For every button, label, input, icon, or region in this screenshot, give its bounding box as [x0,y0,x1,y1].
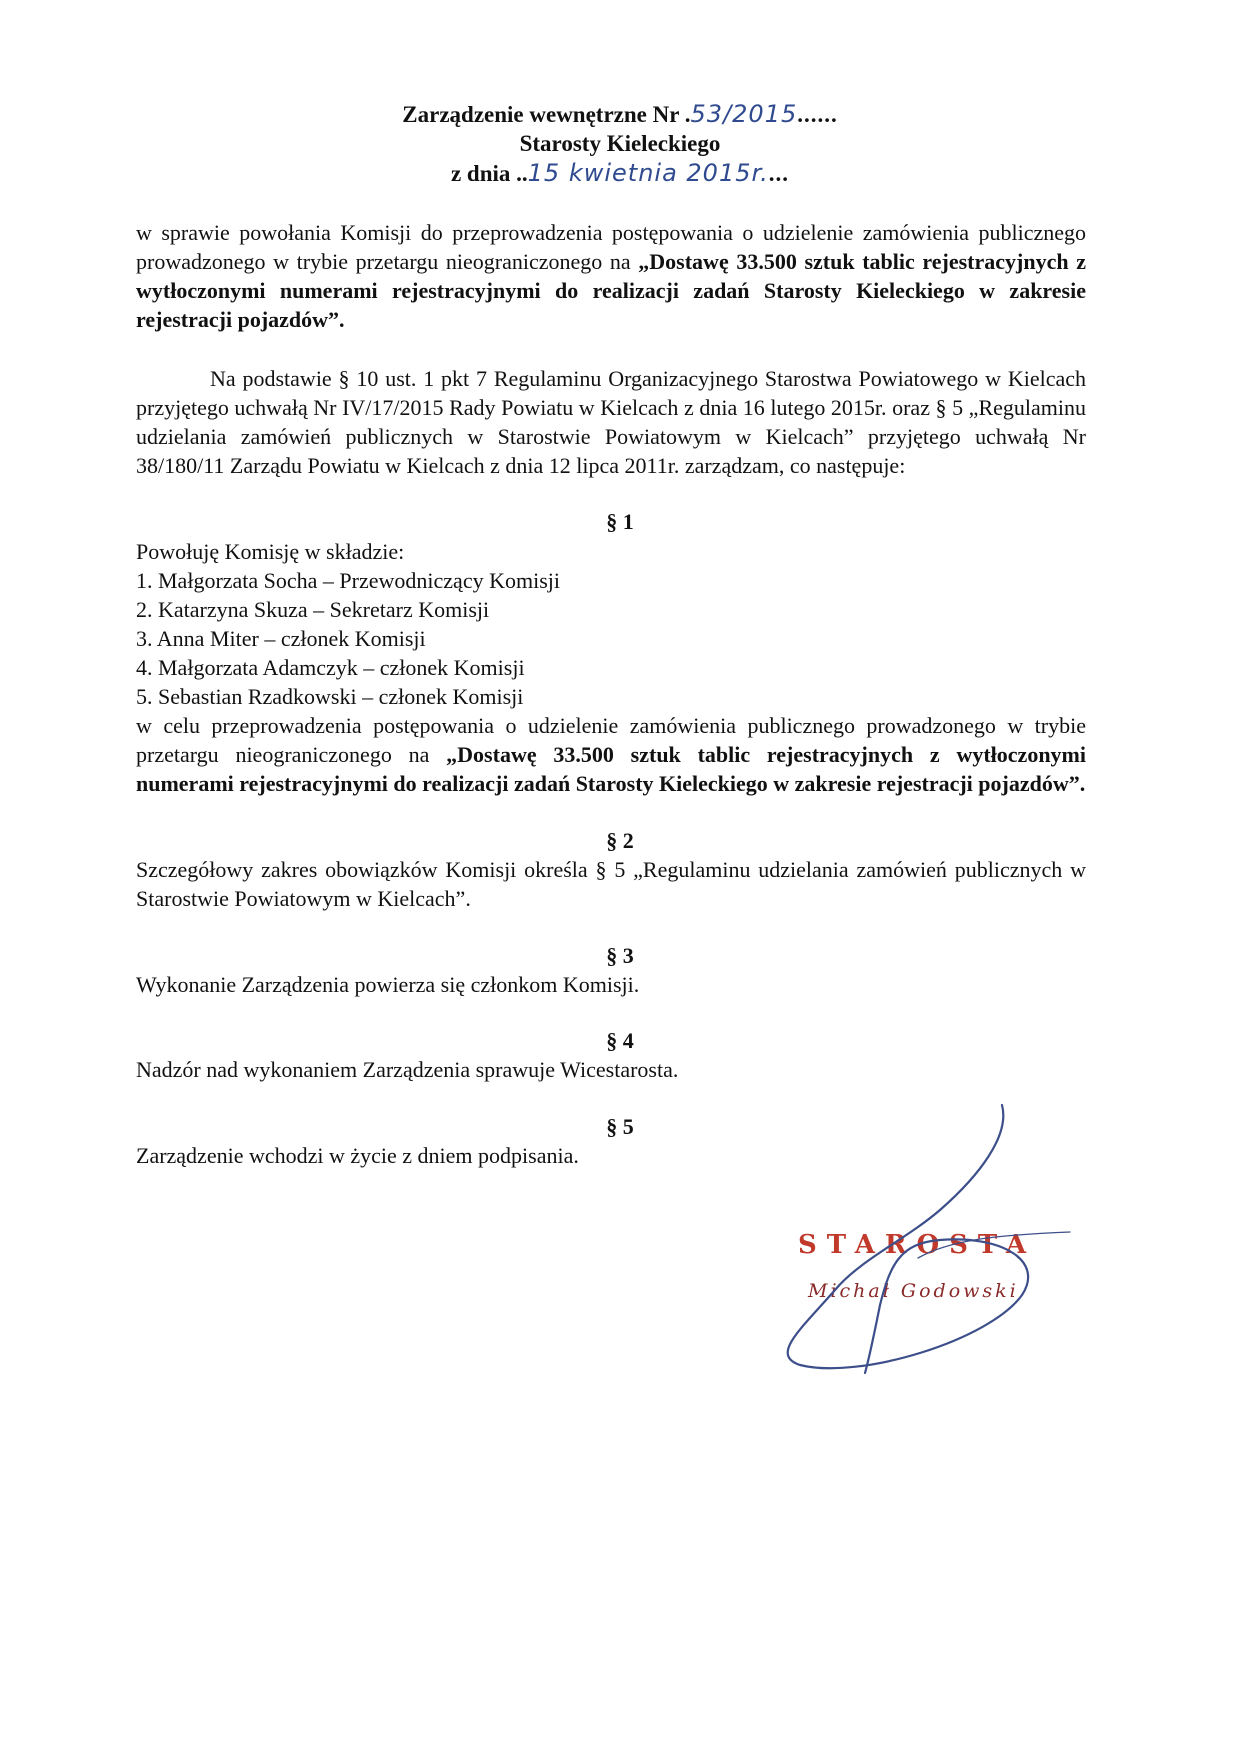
section-3-text: Wykonanie Zarządzenia powierza się członkom Komisji. [136,972,640,997]
section-1-heading: § 1 [606,509,634,534]
section-2-text: Szczegółowy zakres obowiązków Komisji określa § 5 „Regulaminu udzielania zamówień publicznych w Starostwie Powiatowym w Kielcach”. [136,857,1086,911]
section-3-heading: § 3 [606,943,634,968]
order-title [0,100,1240,129]
legal-basis-paragraph: Na podstawie § 10 ust. 1 pkt 7 Regulaminu Organizacyjnego Starostwa Powiatowego w Kielcach przyjętego uchwałą Nr IV/17/2015 Rady Powiatu w Kielcach z dnia 16 lutego 2015r. oraz § 5 „Regulaminu udzielania zamówień publicznych w Starostwie Powiatowym w Kielcach” przyjętego uchwałą Nr 38/180/11 Zarządu Powiatu w Kielcach z dnia 12 lipca 2011r. zarządzam, co następuje: [136,366,1086,478]
committee-member: 4. Małgorzata Adamczyk – członek Komisji [136,655,525,680]
order-number-handwritten: 53/2015 [690,100,798,128]
subject-bold-text: „Dostawę 33.500 sztuk tablic rejestracyjnych z wytłoczonymi numerami rejestracyjnymi do realizacji zadań Starosty Kieleckiego w zakresie rejestracji pojazdów”. [136,249,1086,332]
committee-purpose-text: w celu przeprowadzenia postępowania o udzielenie zamówienia publicznego prowadzonego w trybie przetargu nieograniczonego na [136,713,1086,767]
subject-text: w sprawie powołania Komisji do przeprowadzenia postępowania o udzielenie zamówienia publicznego prowadzonego w trybie przetargu nieograniczonego na [136,220,1086,274]
order-date-handwritten: 15 kwietnia 2015r. [527,159,769,187]
stamp-name: Michał Godowski [808,1280,1019,1302]
committee-member: 5. Sebastian Rzadkowski – członek Komisji [136,684,524,709]
section-4-text: Nadzór nad wykonaniem Zarządzenia sprawuje Wicestarosta. [136,1057,679,1082]
starosta-stamp-signature [740,1090,1080,1390]
committee-member: 3. Anna Miter – członek Komisji [136,626,426,651]
committee-purpose-bold-text: „Dostawę 33.500 sztuk tablic rejestracyjnych z wytłoczonymi numerami rejestracyjnymi do realizacji zadań Starosty Kieleckiego w zakresie rejestracji pojazdów”. [136,742,1086,796]
issuer-name: Starosty Kieleckiego [519,131,721,156]
stamp-title: STAROSTA [798,1230,1037,1260]
committee-member-list [136,566,1086,711]
committee-purpose-paragraph [136,711,1086,798]
order-number-dots: ...... [797,102,838,127]
section-4-heading: § 4 [606,1028,634,1053]
committee-member: 1. Małgorzata Socha – Przewodniczący Komisji [136,568,560,593]
order-date-dots: ... [768,161,790,186]
section-5-text: Zarządzenie wchodzi w życie z dniem podpisania. [136,1143,579,1168]
section-2-heading: § 2 [606,828,634,853]
order-date [0,159,1240,188]
committee-intro: Powołuję Komisję w składzie: [136,539,405,564]
order-title-prefix: Zarządzenie wewnętrzne Nr . [402,102,691,127]
section-5-heading: § 5 [606,1114,634,1139]
order-date-prefix: z dnia .. [450,161,528,186]
subject-paragraph [136,218,1086,334]
committee-member: 2. Katarzyna Skuza – Sekretarz Komisji [136,597,490,622]
